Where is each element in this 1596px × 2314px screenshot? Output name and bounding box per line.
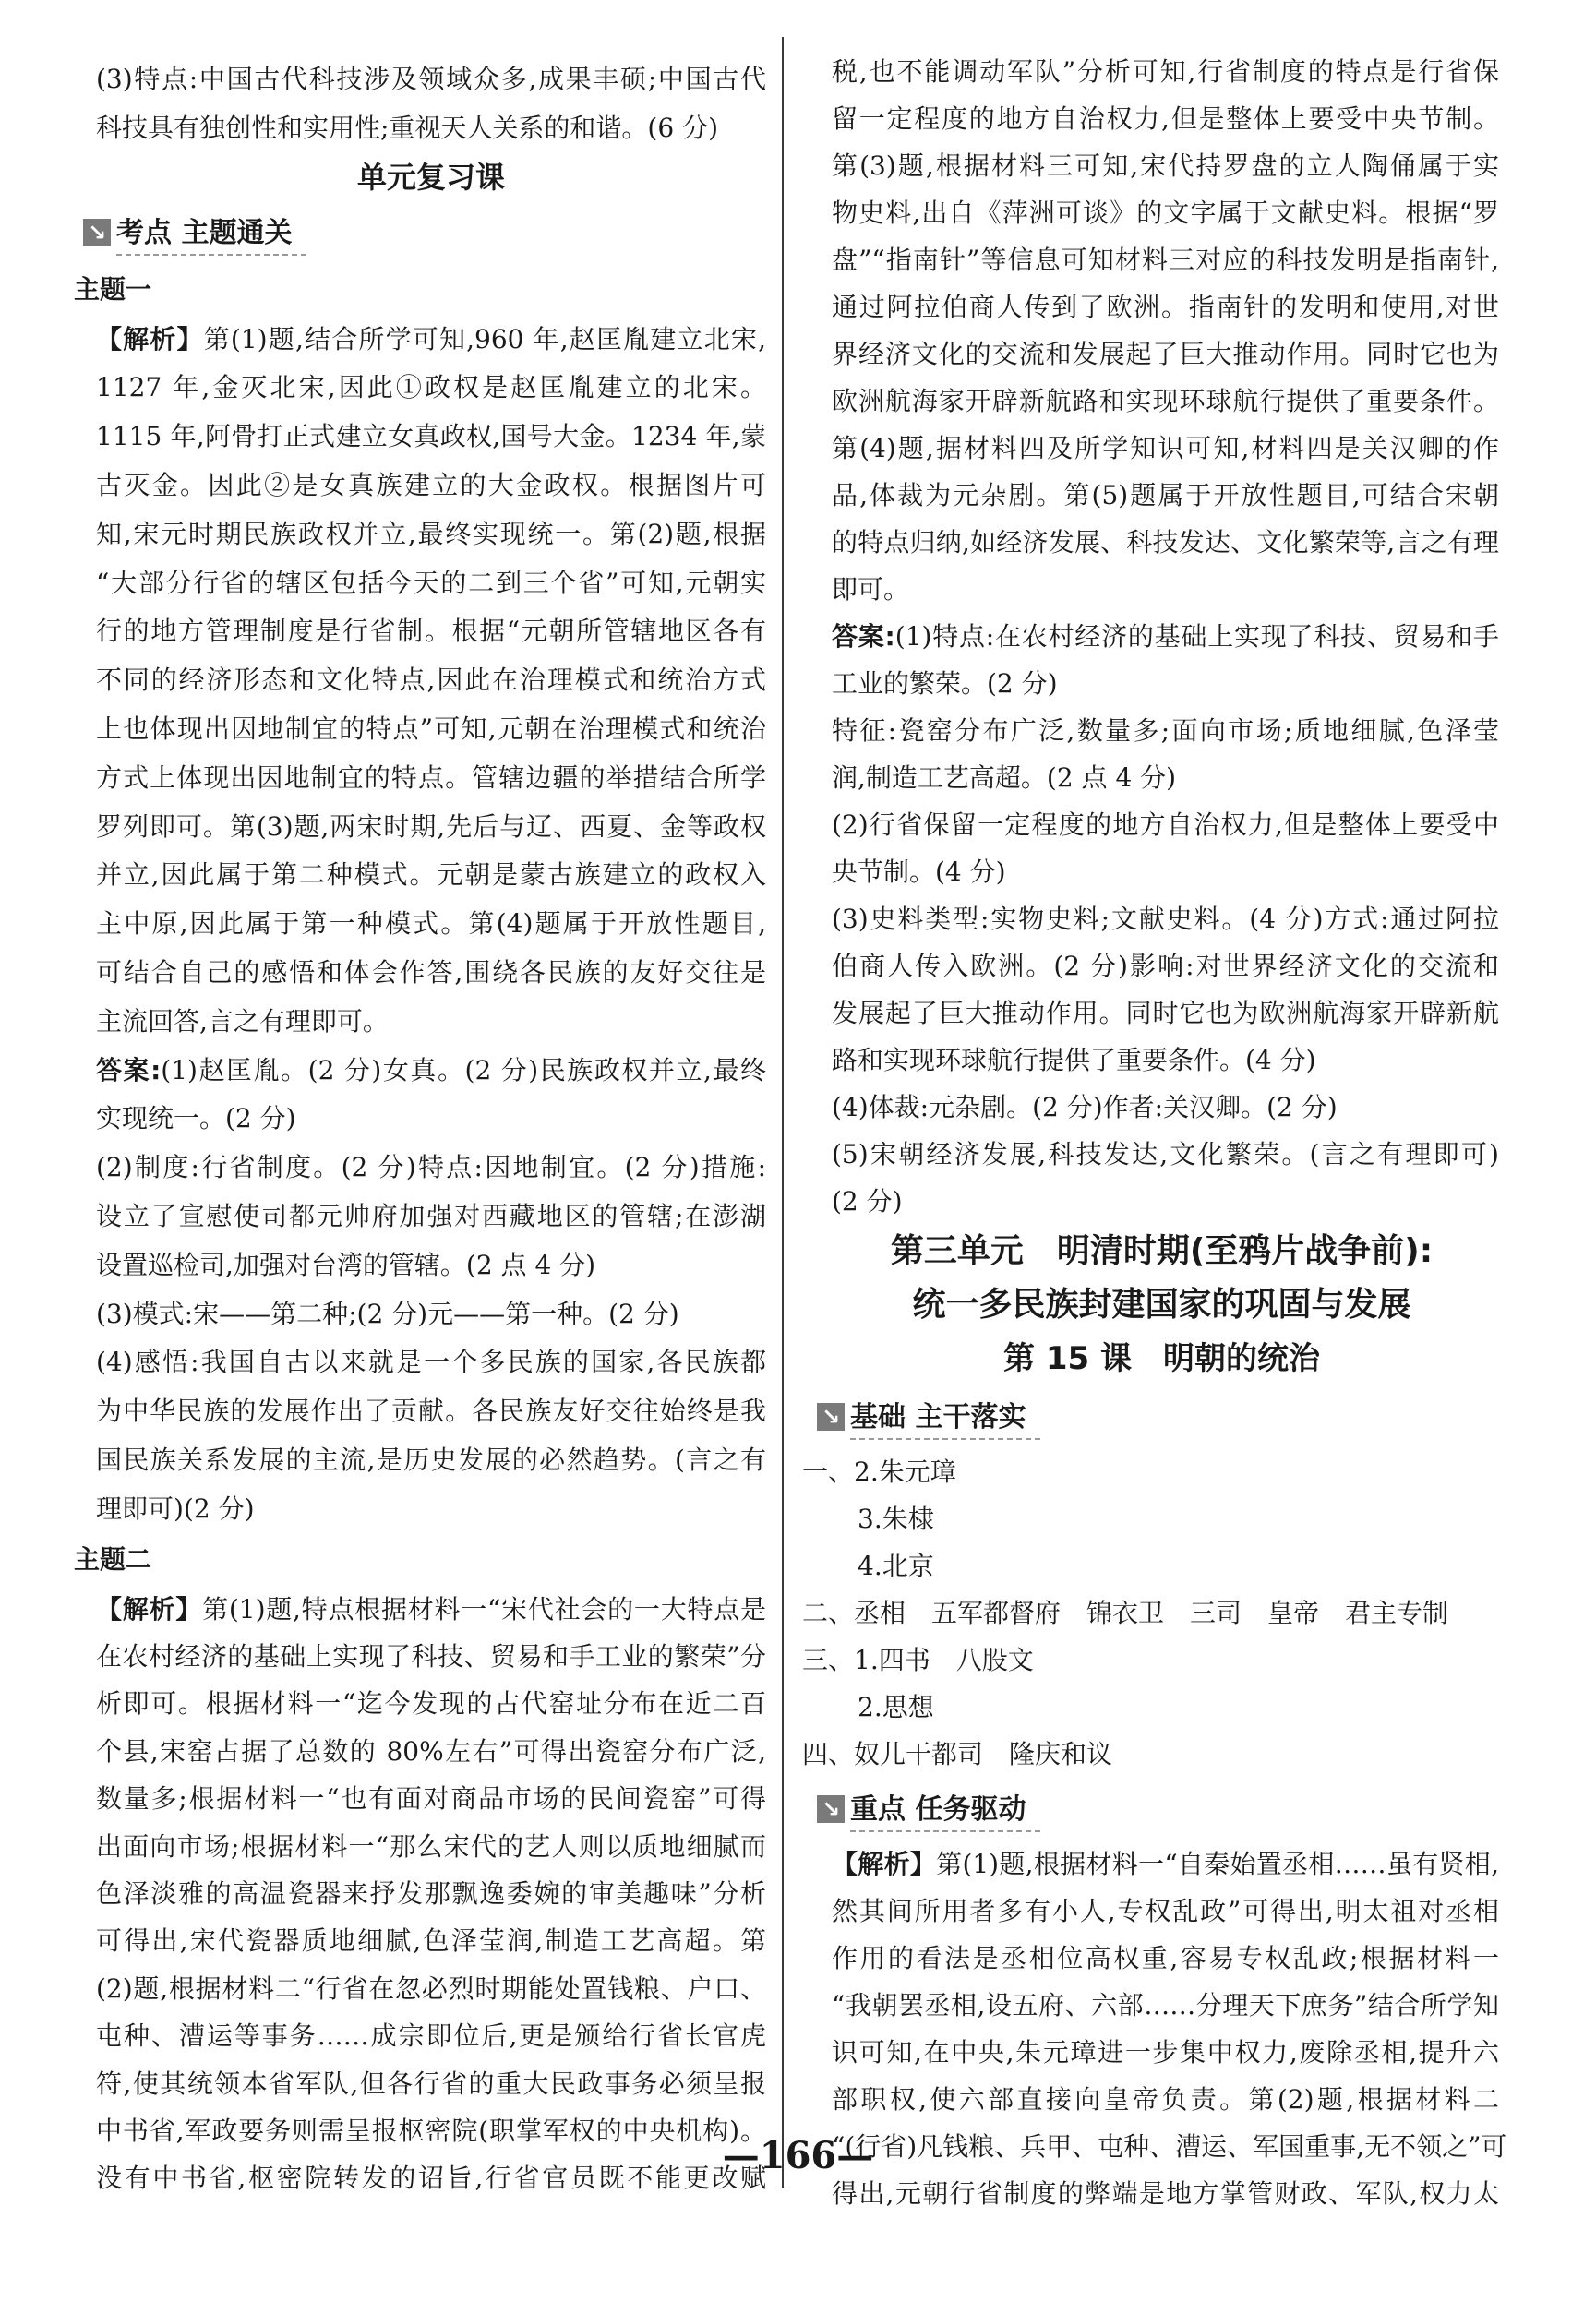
text-line — [74, 1387, 766, 1436]
text-line — [74, 1338, 766, 1387]
paragraph — [802, 1131, 1499, 1225]
line-text: 第(3)题,根据材料三可知,宋代持罗盘的立人陶俑属于实 — [832, 150, 1499, 181]
line-text: 特征:瓷窑分布广泛,数量多;面向市场;质地细腻,色泽莹 — [832, 715, 1499, 746]
text-line — [74, 1095, 766, 1144]
paragraph — [802, 1084, 1499, 1131]
topic-title: 主题一 — [74, 273, 152, 305]
line-text: 税,也不能调动军队”分析可知,行省制度的特点是行省保 — [832, 56, 1499, 87]
line-text: (2)制度:行省制度。(2 分)特点:因地制宜。(2 分)措施: — [96, 1152, 766, 1183]
line-text: (3)史料类型:实物史料;文献史料。(4 分)方式:通过阿拉 — [832, 904, 1499, 934]
line-text: 方式上体现出因地制宜的特点。管辖边疆的举措结合所学 — [96, 761, 766, 793]
text-line — [74, 1144, 766, 1193]
text-line — [802, 613, 1499, 660]
text-line — [74, 998, 766, 1047]
line-text: 第(1)题,特点根据材料一“宋代社会的一大特点是 — [202, 1593, 766, 1625]
text-line — [802, 95, 1499, 142]
arrow-down-right-icon: ↘ — [817, 1795, 845, 1823]
text-line — [74, 510, 766, 559]
text-line — [802, 801, 1499, 848]
paragraph — [74, 316, 766, 1047]
line-text: “我朝罢丞相,设五府、六部……分理天下庶务”结合所学知 — [832, 1990, 1499, 2020]
line-text: 第(1)题,结合所学可知,960 年,赵匡胤建立北宋, — [203, 323, 766, 354]
list-item: 四、奴儿干都司 隆庆和议 — [802, 1739, 1113, 1769]
line-text: 个县,宋窑占据了总数的 80%左右”可得出瓷窑分布广泛, — [96, 1735, 766, 1767]
text-line — [802, 142, 1499, 189]
paragraph — [802, 613, 1499, 707]
unit-title: 第三单元 明清时期(至鸦片战争前): — [890, 1232, 1434, 1270]
text-line — [74, 1586, 766, 1633]
line-text: 润,制造工艺高超。(2 点 4 分) — [832, 762, 1177, 793]
list-item: 一、2.朱元璋 — [802, 1457, 956, 1487]
line-text: (1)特点:在农村经济的基础上实现了科技、贸易和手 — [894, 621, 1499, 652]
list-item: 2.思想 — [858, 1692, 934, 1722]
line-text: 科技具有独创性和实用性;重视天人关系的和谐。(6 分) — [96, 112, 718, 143]
line-text: “(行省)凡钱粮、兵甲、屯种、漕运、军国重事,无不领之”可 — [832, 2131, 1507, 2162]
paragraph — [74, 1047, 766, 1145]
line-text: 央节制。(4 分) — [832, 857, 1006, 887]
line-text: 伯商人传入欧洲。(2 分)影响:对世界经济文化的交流和 — [832, 951, 1499, 981]
line-text: 罗列即可。第(3)题,两宋时期,先后与辽、西夏、金等政权 — [96, 810, 766, 842]
text-line — [74, 1241, 766, 1290]
text-line — [802, 942, 1499, 989]
line-text: (3)特点:中国古代科技涉及领域众多,成果丰硕;中国古代 — [96, 64, 766, 94]
text-line — [74, 900, 766, 949]
text-line — [802, 1178, 1499, 1225]
line-text: 上也体现出因地制宜的特点”可知,元朝在治理模式和统治 — [96, 713, 766, 744]
text-line — [802, 707, 1499, 754]
section-heading: 单元复习课 — [356, 159, 505, 195]
text-line — [74, 1485, 766, 1534]
line-text: 作用的看法是丞相位高权重,容易专权乱政;根据材料一 — [832, 1943, 1499, 1973]
line-text: 的特点归纳,如经济发展、科技发达、文化繁荣等,言之有理 — [832, 527, 1499, 558]
text-line — [802, 848, 1499, 895]
line-text: 可结合自己的感悟和体会作答,围绕各民族的友好交往是 — [96, 956, 766, 988]
line-text: 古灭金。因此②是女真族建立的大金政权。根据图片可 — [96, 469, 766, 500]
text-line — [74, 1047, 766, 1096]
line-text: 工业的繁荣。(2 分) — [832, 668, 1058, 699]
paragraph — [802, 707, 1499, 801]
lesson-title: 第 15 课 明朝的统治 — [1003, 1340, 1320, 1377]
line-text: (5)宋朝经济发展,科技发达,文化繁荣。(言之有理即可) — [832, 1139, 1499, 1169]
text-line — [74, 1680, 766, 1727]
line-text: 第(4)题,据材料四及所学知识可知,材料四是关汉卿的作 — [832, 433, 1499, 463]
text-line — [802, 1037, 1499, 1084]
line-text: 1127 年,金灭北宋,因此①政权是赵匡胤建立的北宋。 — [96, 372, 766, 403]
text-line — [802, 660, 1499, 707]
line-text: 实现统一。(2 分) — [96, 1103, 296, 1134]
list-item: 3.朱棣 — [858, 1504, 934, 1534]
arrow-down-right-icon: ↘ — [817, 1403, 845, 1431]
line-text: 界经济文化的交流和发展起了巨大推动作用。同时它也为 — [832, 339, 1499, 369]
section-title: 考点 主题通关 — [116, 210, 306, 256]
text-line — [74, 1436, 766, 1485]
text-line — [802, 1935, 1499, 1982]
text-line — [74, 949, 766, 998]
paragraph — [74, 1586, 766, 2202]
text-line — [74, 754, 766, 803]
line-text: 没有中书省,枢密院转发的诏旨,行省官员既不能更改赋 — [96, 2163, 766, 2194]
text-line — [74, 1193, 766, 1241]
answer-list — [802, 1448, 1499, 1778]
text-line — [802, 2029, 1499, 2076]
line-text: 通过阿拉伯商人传到了欧洲。指南针的发明和使用,对世 — [832, 292, 1499, 322]
text-line — [74, 607, 766, 656]
analysis-label: 【解析】 — [832, 1849, 937, 1879]
text-line — [802, 472, 1499, 519]
text-line — [74, 705, 766, 754]
paragraph — [74, 1290, 766, 1339]
line-text: 第(1)题,根据材料一“自秦始置丞相……虽有贤相, — [936, 1849, 1499, 1879]
text-line — [74, 1917, 766, 1964]
line-text: 数量多;根据材料一“也有面对商品市场的民间瓷窑”可得 — [96, 1783, 766, 1815]
text-line — [74, 55, 766, 104]
text-line — [802, 989, 1499, 1037]
text-line — [74, 413, 766, 462]
answer-label: 答案: — [832, 621, 895, 652]
answer-label: 答案: — [96, 1054, 162, 1085]
text-line — [802, 566, 1499, 613]
text-line — [802, 1131, 1499, 1178]
text-line — [74, 2060, 766, 2107]
text-line — [74, 462, 766, 510]
arrow-down-right-icon: ↘ — [83, 219, 111, 246]
paragraph — [802, 48, 1499, 613]
line-text: 发展起了巨大推动作用。同时它也为欧洲航海家开辟新航 — [832, 998, 1499, 1028]
text-line — [74, 559, 766, 608]
text-line — [802, 895, 1499, 942]
line-text: 即可。 — [832, 574, 910, 605]
line-text: 然其间所用者多有小人,专权乱政”可得出,明太祖对丞相 — [832, 1896, 1499, 1926]
paragraph — [74, 55, 766, 153]
topic-title: 主题二 — [74, 1543, 152, 1575]
line-text: 不同的经济形态和文化特点,因此在治理模式和统治方式 — [96, 665, 766, 696]
text-line — [802, 330, 1499, 378]
unit-title: 统一多民族封建国家的巩固与发展 — [912, 1286, 1411, 1324]
section-header — [74, 201, 766, 264]
section-title: 重点 任务驱动 — [850, 1786, 1040, 1832]
line-text: (1)赵匡胤。(2 分)女真。(2 分)民族政权并立,最终 — [161, 1054, 766, 1085]
text-line — [74, 851, 766, 900]
line-text: (2 分) — [832, 1186, 903, 1217]
line-text: 主流回答,言之有理即可。 — [96, 1005, 389, 1037]
line-text: 符,使其统领本省军队,但各行省的重大民政事务必须呈报 — [96, 2068, 766, 2099]
text-line — [802, 236, 1499, 283]
line-text: 留一定程度的地方自治权力,但是整体上要受中央节制。 — [832, 103, 1499, 134]
text-line — [74, 364, 766, 413]
line-text: (2)行省保留一定程度的地方自治权力,但是整体上要受中 — [832, 809, 1499, 840]
text-line — [74, 656, 766, 705]
line-text: 盘”“指南针”等信息可知材料三对应的科技发明是指南针, — [832, 245, 1499, 275]
line-text: 主中原,因此属于第一种模式。第(4)题属于开放性题目, — [96, 908, 766, 940]
text-line — [802, 2076, 1499, 2123]
text-line — [802, 1888, 1499, 1935]
line-text: 路和实现环球航行提供了重要条件。(4 分) — [832, 1045, 1316, 1075]
line-text: (2)题,根据材料二“行省在忽必烈时期能处置钱粮、户口、 — [96, 1972, 766, 2004]
text-line — [802, 519, 1499, 566]
list-item: 二、丞相 五军都督府 锦衣卫 三司 皇帝 君主专制 — [802, 1598, 1449, 1628]
line-text: 品,体裁为元杂剧。第(5)题属于开放性题目,可结合宋朝 — [832, 480, 1499, 510]
section-header — [802, 1778, 1499, 1840]
line-text: 物史料,出自《萍洲可谈》的文字属于文献史料。根据“罗 — [832, 198, 1499, 228]
text-line — [802, 754, 1499, 801]
right-column — [802, 48, 1507, 2217]
line-text: (4)体裁:元杂剧。(2 分)作者:关汉卿。(2 分) — [832, 1092, 1338, 1122]
text-line — [74, 1290, 766, 1339]
paragraph — [802, 895, 1499, 1084]
line-text: 得出,元朝行省制度的弊端是地方掌管财政、军队,权力太 — [832, 2178, 1499, 2209]
line-text: 部职权,使六部直接向皇帝负责。第(2)题,根据材料二 — [832, 2084, 1499, 2115]
text-line — [802, 1982, 1499, 2029]
list-item: 4.北京 — [858, 1551, 934, 1581]
text-line — [802, 378, 1499, 425]
list-item: 三、1.四书 八股文 — [802, 1645, 1034, 1675]
section-header — [802, 1385, 1499, 1448]
text-line — [74, 803, 766, 852]
line-text: “大部分行省的辖区包括今天的二到三个省”可知,元朝实 — [96, 567, 766, 598]
text-line — [802, 48, 1499, 95]
text-line — [74, 1965, 766, 2012]
analysis-label: 【解析】 — [96, 1593, 203, 1625]
text-line — [802, 425, 1499, 472]
line-text: (3)模式:宋——第二种;(2 分)元——第一种。(2 分) — [96, 1298, 679, 1329]
line-text: 为中华民族的发展作出了贡献。各民族友好交往始终是我 — [96, 1396, 766, 1427]
line-text: 色泽淡雅的高温瓷器来抒发那飘逸委婉的审美趣味”分析 — [96, 1877, 766, 1909]
text-line — [74, 1870, 766, 1917]
line-text: 屯种、漕运等事务……成宗即位后,更是颁给行省长官虎 — [96, 2020, 766, 2052]
section-title: 基础 主干落实 — [850, 1394, 1040, 1440]
line-text: 1115 年,阿骨打正式建立女真政权,国号大金。1234 年,蒙 — [96, 421, 766, 452]
text-line — [74, 316, 766, 365]
text-line — [802, 283, 1499, 330]
line-text: 并立,因此属于第二种模式。元朝是蒙古族建立的政权入 — [96, 859, 766, 891]
line-text: 设置巡检司,加强对台湾的管辖。(2 点 4 分) — [96, 1249, 596, 1280]
line-text: 中书省,军政要务则需呈报枢密院(职掌军权的中央机构)。 — [96, 2115, 766, 2146]
line-text: 欧洲航海家开辟新航路和实现环球航行提供了重要条件。 — [832, 386, 1499, 416]
text-line — [74, 1823, 766, 1870]
text-line — [74, 1728, 766, 1775]
text-line — [74, 1775, 766, 1822]
text-line — [74, 104, 766, 153]
line-text: 可得出,宋代瓷器质地细腻,色泽莹润,制造工艺高超。第 — [96, 1925, 766, 1957]
line-text: 识可知,在中央,朱元璋进一步集中权力,废除丞相,提升六 — [832, 2037, 1499, 2068]
column-divider — [782, 37, 784, 2188]
analysis-label: 【解析】 — [96, 323, 204, 354]
text-line — [802, 1084, 1499, 1131]
left-column — [74, 55, 766, 2202]
text-line — [802, 1840, 1499, 1888]
line-text: 知,宋元时期民族政权并立,最终实现统一。第(2)题,根据 — [96, 518, 766, 549]
paragraph — [802, 801, 1499, 895]
line-text: 设立了宣慰使司都元帅府加强对西藏地区的管辖;在澎湖 — [96, 1200, 766, 1231]
line-text: 出面向市场;根据材料一“那么宋代的艺人则以质地细腻而 — [96, 1830, 766, 1862]
text-line — [802, 189, 1499, 236]
line-text: 析即可。根据材料一“迄今发现的古代窑址分布在近二百 — [96, 1688, 766, 1720]
line-text: 理即可)(2 分) — [96, 1493, 255, 1524]
text-line — [74, 2012, 766, 2059]
page-number: —166— — [722, 2134, 874, 2177]
line-text: 国民族关系发展的主流,是历史发展的必然趋势。(言之有 — [96, 1444, 766, 1475]
paragraph — [74, 1144, 766, 1289]
line-text: 在农村经济的基础上实现了科技、贸易和手工业的繁荣”分 — [96, 1640, 766, 1672]
paragraph — [74, 1338, 766, 1533]
text-line — [74, 1633, 766, 1680]
line-text: (4)感悟:我国自古以来就是一个多民族的国家,各民族都 — [96, 1347, 766, 1378]
line-text: 行的地方管理制度是行省制。根据“元朝所管辖地区各有 — [96, 616, 766, 647]
